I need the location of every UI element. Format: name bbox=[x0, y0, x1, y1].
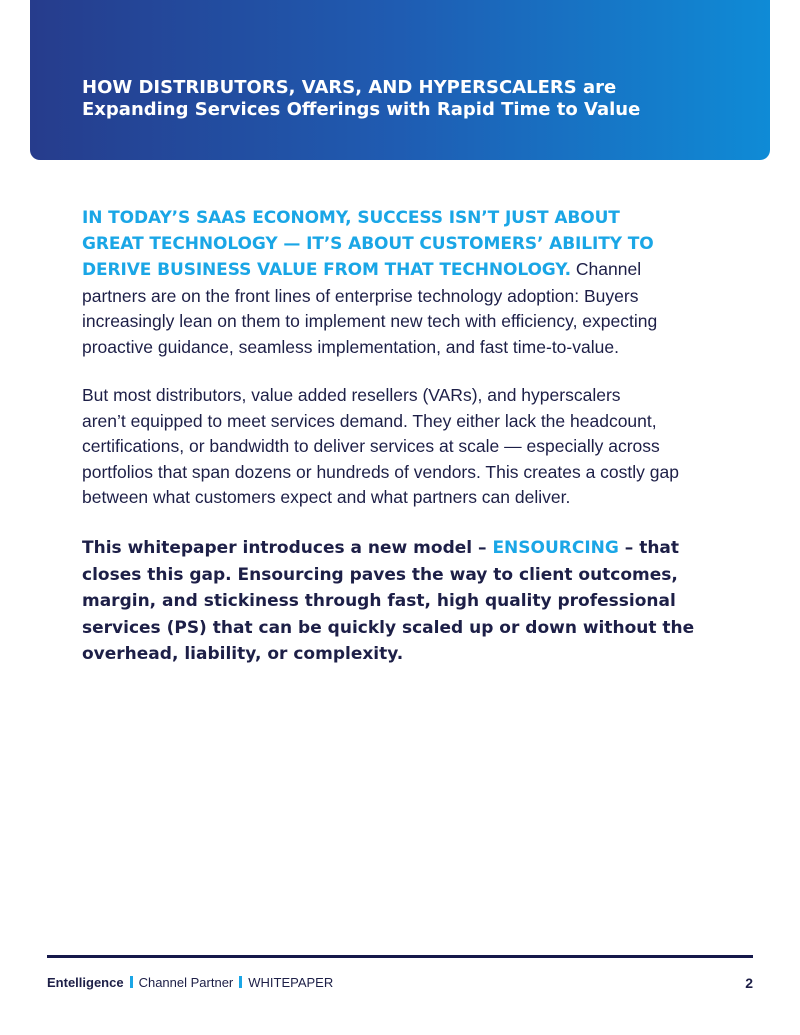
callout-line-4: services (PS) that can be quickly scaled up or down without the bbox=[82, 617, 695, 638]
footer-separator bbox=[239, 976, 242, 988]
lead-line-2: GREAT TECHNOLOGY — IT’S ABOUT CUSTOMERS’ ABILITY TO bbox=[82, 233, 654, 254]
callout-line-1 bbox=[82, 535, 742, 562]
page-number: 2 bbox=[745, 975, 753, 991]
page-title-line-2: Expanding Services Offerings with Rapid Time to Value bbox=[82, 99, 641, 120]
footer-brand: Entelligence bbox=[47, 975, 124, 990]
callout-line-5: overhead, liability, or complexity. bbox=[82, 644, 404, 664]
page-footer bbox=[47, 974, 753, 992]
lead-line-3: DERIVE BUSINESS VALUE FROM THAT TECHNOLOGY. bbox=[82, 260, 572, 280]
ensourcing-callout bbox=[82, 535, 742, 668]
lead-line-3-row bbox=[82, 257, 722, 284]
lead-line-1: IN TODAY’S SAAS ECONOMY, SUCCESS ISN’T JUST ABOUT bbox=[82, 208, 620, 228]
footer-separator bbox=[130, 976, 133, 988]
page-title bbox=[82, 77, 742, 121]
ensourcing-keyword: ENSOURCING bbox=[492, 538, 619, 558]
footer-divider bbox=[47, 955, 753, 958]
intro-line-4: partners are on the front lines of enterprise technology adoption: Buyers bbox=[82, 285, 639, 306]
page-title-line-1: HOW DISTRIBUTORS, VARS, AND HYPERSCALERS are bbox=[82, 77, 617, 98]
footer-doc-type: WHITEPAPER bbox=[248, 975, 334, 990]
intro-line-5: increasingly lean on them to implement new tech with efficiency, expecting bbox=[82, 311, 658, 331]
problem-line: certifications, or bandwidth to deliver services at scale — especially across bbox=[82, 436, 660, 456]
callout-line-1-end: – that bbox=[618, 538, 680, 558]
problem-line: But most distributors, value added resellers (VARs), and hyperscalers bbox=[82, 385, 621, 405]
intro-paragraph bbox=[82, 206, 722, 360]
problem-line: aren’t equipped to meet services demand. They either lack the headcount, bbox=[82, 410, 657, 431]
intro-line-6: proactive guidance, seamless implementation, and fast time-to-value. bbox=[82, 336, 619, 357]
intro-text-continuation: Channel bbox=[571, 259, 642, 279]
callout-line-3: margin, and stickiness through fast, high quality professional bbox=[82, 591, 676, 611]
footer-section: Channel Partner bbox=[138, 975, 234, 990]
problem-line: between what customers expect and what partners can deliver. bbox=[82, 487, 571, 507]
callout-line-1-start: This whitepaper introduces a new model – bbox=[82, 538, 493, 558]
problem-line: portfolios that span dozens or hundreds of vendors. This creates a costly gap bbox=[82, 461, 679, 482]
problem-paragraph bbox=[82, 383, 722, 511]
callout-line-2: closes this gap. Ensourcing paves the way to client outcomes, bbox=[82, 564, 678, 585]
